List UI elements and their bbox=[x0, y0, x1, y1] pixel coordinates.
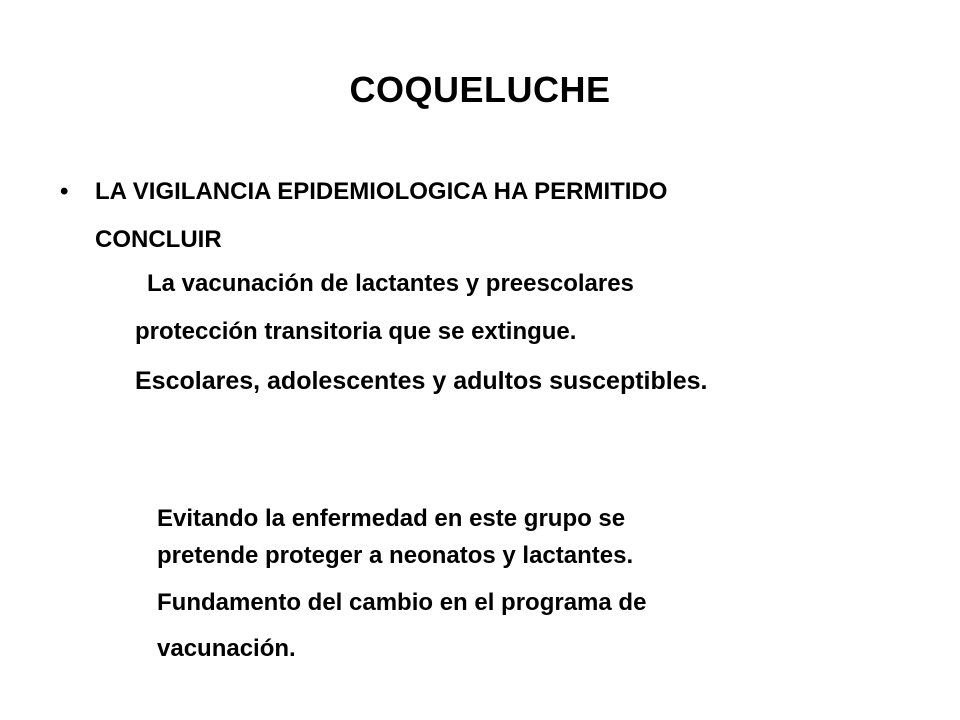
slide-title: COQUELUCHE bbox=[349, 69, 611, 110]
body-line-1: LA VIGILANCIA EPIDEMIOLOGICA HA PERMITIDO bbox=[95, 178, 668, 205]
body-line-5: Escolares, adolescentes y adultos susceptibles. bbox=[135, 367, 708, 395]
body-line-4: protección transitoria que se extingue. bbox=[135, 318, 577, 345]
bullet-icon: • bbox=[60, 178, 69, 205]
body-line-2: CONCLUIR bbox=[95, 226, 222, 253]
body-line-8: Fundamento del cambio en el programa de bbox=[157, 589, 647, 616]
body-line-6: Evitando la enfermedad en este grupo se bbox=[157, 505, 626, 532]
body-line-7: pretende proteger a neonatos y lactantes. bbox=[157, 542, 634, 569]
body-line-3: La vacunación de lactantes y preescolares bbox=[147, 270, 634, 297]
body-line-9: vacunación. bbox=[157, 635, 296, 662]
